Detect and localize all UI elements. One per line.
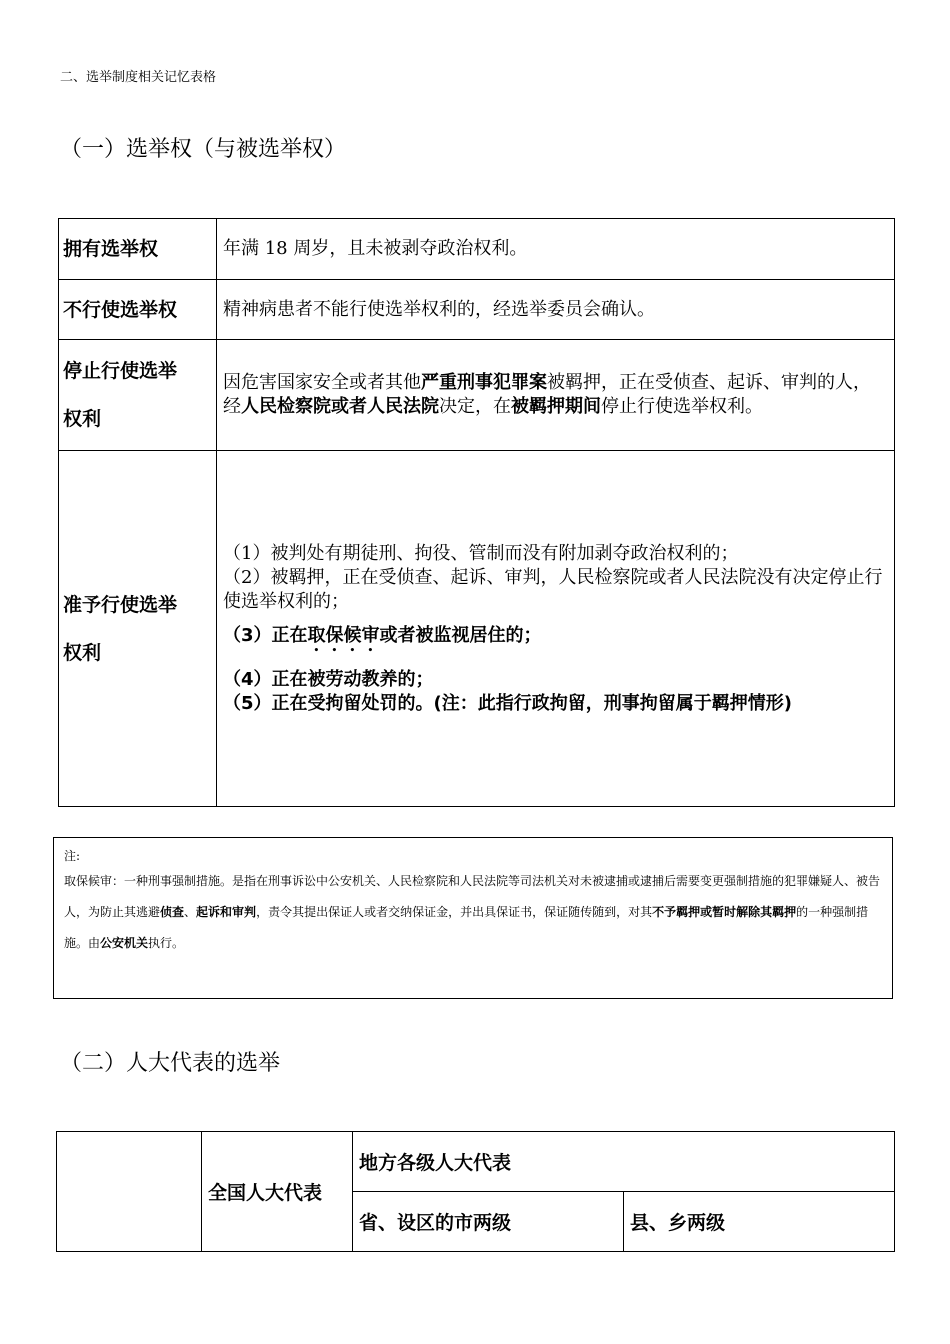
row-content-permit <box>217 451 895 807</box>
bold-segment: 侦查 <box>160 905 185 919</box>
header-province-city: 省、设区的市两级 <box>353 1192 624 1252</box>
table-row <box>59 340 895 451</box>
row-content-not-exercise: 精神病患者不能行使选举权利的，经选举委员会确认。 <box>217 280 895 340</box>
table-row <box>57 1132 895 1192</box>
table-row <box>59 280 895 340</box>
bold-segment: 不予羁押或暂时解除其羁押 <box>652 905 797 919</box>
row-content-has-right: 年满 18 周岁，且未被剥夺政治权利。 <box>217 219 895 280</box>
list-item: （1）被判处有期徒刑、拘役、管制而没有附加剥夺政治权利的； <box>223 542 739 564</box>
text-segment: 决定，在 <box>439 396 511 417</box>
header-national: 全国人大代表 <box>202 1132 353 1252</box>
list-item: （3）正在取保候审或者被监视居住的； <box>223 624 542 646</box>
bold-segment: 起诉和审判 <box>196 905 257 919</box>
empty-header-cell <box>57 1132 202 1252</box>
deputies-table <box>56 1131 895 1252</box>
header-local: 地方各级人大代表 <box>353 1132 895 1192</box>
bold-segment: 公安机关 <box>100 936 149 950</box>
bold-segment: 人民检察院或者人民法院 <box>241 396 439 417</box>
row-label-has-right: 拥有选举权 <box>59 219 217 280</box>
table-row <box>59 451 895 807</box>
label-line: 权利 <box>63 641 102 664</box>
section-label: 二、选举制度相关记忆表格 <box>60 70 217 85</box>
section1-title: （一）选举权（与被选举权） <box>60 137 347 162</box>
label-line: 权利 <box>63 408 102 430</box>
bold-segment: 被羁押期间 <box>511 396 601 417</box>
label-line: 停止行使选举 <box>63 360 178 382</box>
note-heading: 注: <box>64 849 81 863</box>
row-label-not-exercise: 不行使选举权 <box>59 280 217 340</box>
row-label-suspend <box>59 340 217 451</box>
list-item: （5）正在受拘留处罚的。(注：此指行政拘留，刑事拘留属于羁押情形) <box>223 692 792 714</box>
row-content-suspend <box>217 340 895 451</box>
header-county-town: 县、乡两级 <box>624 1192 895 1252</box>
table-row <box>59 219 895 280</box>
section2-title: （二）人大代表的选举 <box>60 1051 281 1076</box>
label-line: 准予行使选举 <box>63 593 178 616</box>
bold-segment: 严重刑事犯罪案 <box>421 372 547 393</box>
note-body: 取保候审：一种刑事强制措施。是指在刑事诉讼中公安机关、人民检察院和人民法院等司法机关对未被逮捕或逮捕后需要变更强制措施的犯罪嫌疑人、被告人，为防止其逃避侦查、起诉和审判，责令其提出保证人或者交纳保证金，并出具保证书，保证随传随到，对其不予羁押或暂时解除其羁押的一种强制措施。由公安机关执行。 <box>64 874 881 950</box>
list-item: （2）被羁押，正在受侦查、起诉、审判，人民检察院或者人民法院没有决定停止行使选举权利的； <box>223 566 883 612</box>
text-segment: 被羁押，正在受侦查、起诉、审判的人，经 <box>223 372 871 417</box>
list-item: （4）正在被劳动教养的； <box>223 668 434 690</box>
text-segment: 因危害国家安全或者其他 <box>223 372 421 393</box>
emphasis-dotted: 取保候审 <box>307 624 380 646</box>
voting-rights-table <box>58 218 895 807</box>
row-label-permit <box>59 451 217 807</box>
text-segment: 停止行使选举权利。 <box>601 396 763 417</box>
note-box <box>53 837 893 999</box>
